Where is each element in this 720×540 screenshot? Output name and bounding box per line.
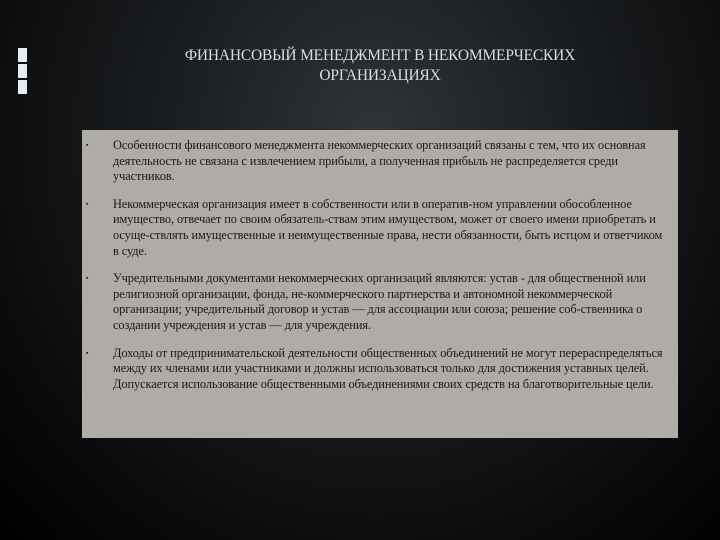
- bullet-item: [82, 197, 678, 259]
- content-panel: [82, 130, 678, 438]
- bullet-text: Особенности финансового менеджмента некоммерческих организаций связаны с тем, что их основная деятельность не связана с извлечением прибыли, а полученная прибыль не распределяется среди участников.: [113, 138, 646, 184]
- bullet-list: [82, 138, 678, 404]
- bullet-square-icon: ▪: [86, 141, 89, 149]
- decorative-bar-bottom: [18, 80, 27, 94]
- bullet-text: Учредительными документами некоммерческих организаций являются: устав - для общественной или религиозной организации, фонда, не-коммерческого партнерства и автономной некоммерческой организации; учредительный договор и устав — для ассоциации или союза; решение соб-ственника о создании учреждения и устав — для учреждения.: [113, 271, 646, 332]
- decorative-bar-top: [18, 48, 27, 62]
- bullet-square-icon: ▪: [86, 274, 89, 283]
- bullet-item: [82, 138, 678, 185]
- slide-title-line-1: ФИНАНСОВЫЙ МЕНЕДЖМЕНТ В НЕКОММЕРЧЕСКИХ: [184, 47, 576, 64]
- slide-title-line-2: ОРГАНИЗАЦИЯХ: [319, 67, 441, 84]
- bullet-text: Некоммерческая организация имеет в собственности или в оператив-ном управлении обособленное имущество, отвечает по своим обязатель-ствам этим имуществом, может от своего имени приобретать и осуще-ствлять имущественные и неимущественные права, нести обязанности, быть истцом и ответчиком в суде.: [113, 196, 663, 258]
- bullet-item: [82, 271, 678, 333]
- bullet-text: Доходы от предпринимательской деятельности общественных объединений не могут перераспределяться между их членами или участниками и должны использоваться только для достижения уставных целей. Допускается использование общественными объединениями своих средств на благотворительные цели.: [113, 345, 663, 391]
- bullet-item: [82, 346, 678, 393]
- decorative-bar-middle: [18, 64, 27, 78]
- bullet-square-icon: ▪: [86, 348, 89, 357]
- bullet-square-icon: ▪: [86, 199, 89, 208]
- slide-title: [120, 46, 640, 86]
